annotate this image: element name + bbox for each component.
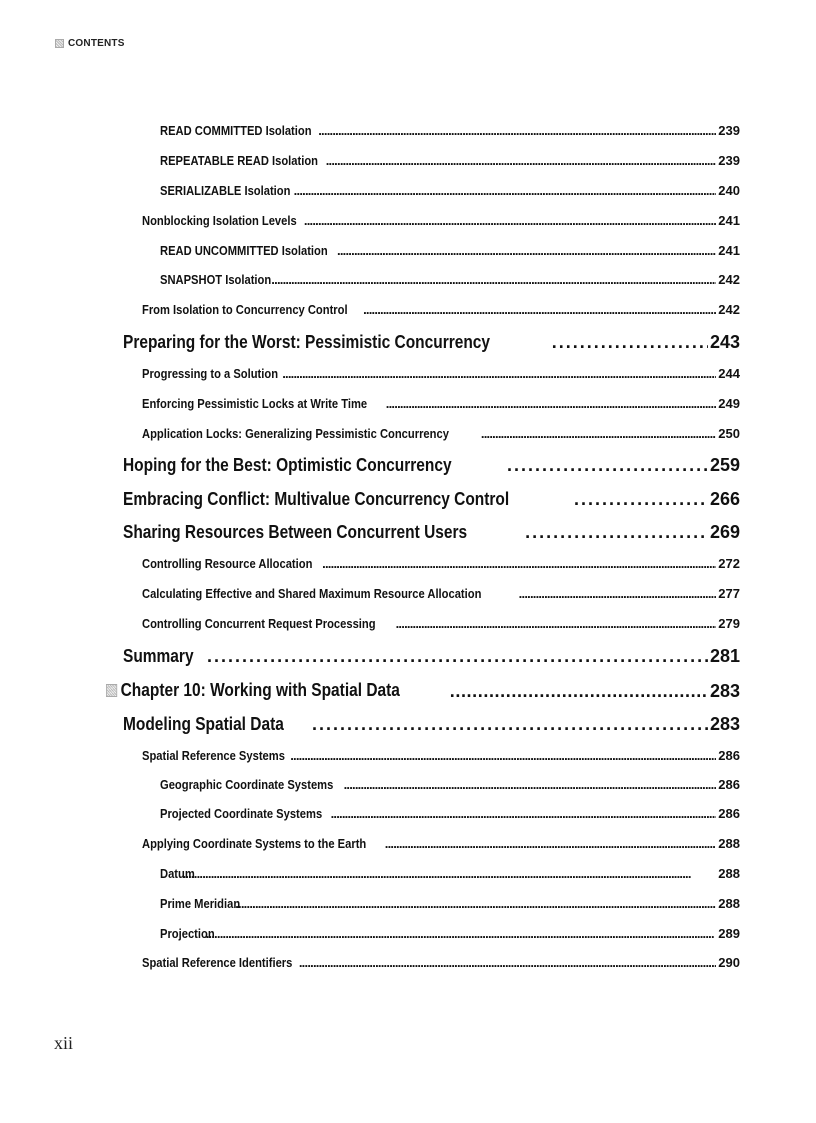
toc-entry-page: 259: [709, 455, 740, 475]
dot-leader: [552, 332, 708, 353]
dot-leader: [344, 777, 717, 792]
toc-entry[interactable]: [160, 777, 740, 792]
toc-entry[interactable]: [142, 213, 740, 228]
dot-leader: [519, 586, 717, 601]
dot-leader: [271, 272, 716, 287]
toc-entry-page: 283: [709, 714, 740, 734]
toc-entry[interactable]: [142, 748, 740, 763]
toc-entry-title: Datum: [160, 866, 195, 881]
toc-entry[interactable]: [123, 332, 740, 353]
toc-entry[interactable]: [123, 455, 740, 476]
toc-entry[interactable]: [160, 153, 740, 168]
toc-entry[interactable]: [123, 646, 740, 667]
dot-leader: [206, 926, 717, 941]
toc-entry-title: Geographic Coordinate Systems: [160, 777, 334, 792]
dot-leader: [318, 123, 716, 138]
toc-entry-page: 288: [718, 896, 740, 911]
toc-entry[interactable]: [160, 123, 740, 138]
toc-entry[interactable]: [160, 926, 740, 941]
page-number: xii: [54, 1033, 74, 1053]
toc-entry-page: 279: [718, 616, 740, 631]
toc-entry-page: 286: [718, 806, 740, 821]
toc-entry-page: 242: [718, 302, 740, 317]
dot-leader: [294, 183, 717, 198]
dot-leader: [385, 836, 717, 851]
toc-entry[interactable]: [142, 556, 740, 571]
toc-entry-page: 286: [718, 748, 740, 763]
toc-entry[interactable]: [142, 836, 740, 851]
toc-entry-page: 277: [718, 586, 740, 601]
toc-entry[interactable]: [142, 955, 740, 970]
running-head-label: CONTENTS: [68, 38, 125, 49]
toc-entry-page: 241: [718, 243, 740, 258]
dot-leader: [282, 366, 716, 381]
toc-entry-title: Nonblocking Isolation Levels: [142, 213, 297, 228]
dot-leader: [331, 806, 717, 821]
toc-entry-page: 266: [709, 489, 740, 509]
toc-entry[interactable]: [123, 714, 740, 735]
square-bullet-icon: [55, 39, 64, 48]
toc-entry[interactable]: [123, 489, 740, 510]
toc-entry-title: Modeling Spatial Data: [123, 714, 284, 734]
toc-entry[interactable]: [123, 522, 740, 543]
toc-entry-title: Projection: [160, 926, 215, 941]
toc-entry-page: 288: [718, 866, 740, 881]
dot-leader: [525, 522, 708, 543]
dot-leader: [290, 748, 716, 763]
running-head: [55, 38, 125, 49]
dot-leader: [337, 243, 716, 258]
toc-entry-page: 244: [718, 366, 740, 381]
dot-leader: [235, 896, 716, 911]
toc-entry-page: 269: [709, 522, 740, 542]
toc-entry-title: REPEATABLE READ Isolation: [160, 153, 318, 168]
toc-entry-title: Enforcing Pessimistic Locks at Write Time: [142, 396, 368, 411]
toc-entry-page: 249: [718, 396, 740, 411]
toc-entry-page: 288: [718, 836, 740, 851]
toc-entry[interactable]: [142, 302, 740, 317]
toc-entry-page: 286: [718, 777, 740, 792]
toc-entry[interactable]: [142, 396, 740, 411]
toc-entry-title: Controlling Concurrent Request Processing: [142, 616, 376, 631]
toc-entry[interactable]: [160, 243, 740, 258]
toc-entry-title: Calculating Effective and Shared Maximum Resource Allocation: [142, 586, 482, 601]
toc-entry[interactable]: [160, 806, 740, 821]
toc-entry-page: 272: [718, 556, 740, 571]
dot-leader: [182, 866, 716, 881]
dot-leader: [574, 489, 708, 510]
toc-entry-page: 242: [718, 272, 740, 287]
toc-entry-title: SERIALIZABLE Isolation: [160, 183, 291, 198]
toc-entry-title: Applying Coordinate Systems to the Earth: [142, 836, 367, 851]
toc-entry-title: READ COMMITTED Isolation: [160, 123, 312, 138]
toc-entry-title: From Isolation to Concurrency Control: [142, 302, 348, 317]
dot-leader: [207, 646, 708, 667]
toc-entry-title: Application Locks: Generalizing Pessimistic Concurrency: [142, 426, 449, 441]
toc-entry-page: 239: [718, 123, 740, 138]
dot-leader: [363, 302, 716, 317]
toc-entry[interactable]: [160, 896, 740, 911]
toc-entry[interactable]: [160, 272, 740, 287]
toc-entry-title: Sharing Resources Between Concurrent Users: [123, 522, 468, 542]
toc-entry[interactable]: [160, 183, 740, 198]
square-bullet-icon: [106, 684, 117, 697]
toc-entry-title: Preparing for the Worst: Pessimistic Concurrency: [123, 332, 491, 352]
dot-leader: [322, 556, 716, 571]
toc-entry-page: 281: [709, 646, 740, 666]
dot-leader: [304, 213, 716, 228]
dot-leader: [299, 955, 716, 970]
toc-entry-title: Spatial Reference Identifiers: [142, 955, 293, 970]
toc-entry-title: Hoping for the Best: Optimistic Concurrency: [123, 455, 452, 475]
toc-entry[interactable]: [142, 366, 740, 381]
toc-entry-page: 243: [709, 332, 740, 352]
toc-entry[interactable]: [142, 426, 740, 441]
toc-entry-page: 239: [718, 153, 740, 168]
toc-entry[interactable]: [142, 586, 740, 601]
dot-leader: [396, 616, 717, 631]
toc-entry-title: [106, 680, 400, 701]
toc-entry-page: 283: [709, 681, 740, 701]
toc-entry[interactable]: [142, 616, 740, 631]
toc-entry-title: Projected Coordinate Systems: [160, 806, 323, 821]
toc-entry-page: 290: [718, 955, 740, 970]
toc-chapter-entry[interactable]: [106, 680, 740, 702]
toc-entry-page: 241: [718, 213, 740, 228]
toc-entry-title: Embracing Conflict: Multivalue Concurrency Control: [123, 489, 510, 509]
toc-entry-title: READ UNCOMMITTED Isolation: [160, 243, 328, 258]
toc-entry-title: Spatial Reference Systems: [142, 748, 285, 763]
toc-entry-title: SNAPSHOT Isolation: [160, 272, 272, 287]
toc-entry-page: 240: [718, 183, 740, 198]
toc-chapter-title: Chapter 10: Working with Spatial Data: [120, 680, 400, 700]
toc-entry-page: 250: [718, 426, 740, 441]
dot-leader: [326, 153, 717, 168]
toc-entry-page: 289: [718, 926, 740, 941]
dot-leader: [312, 714, 708, 735]
toc-entry-title: Controlling Resource Allocation: [142, 556, 313, 571]
dot-leader: [481, 426, 716, 441]
toc-entry-title: Progressing to a Solution: [142, 366, 279, 381]
dot-leader: [507, 455, 708, 476]
dot-leader: [386, 396, 717, 411]
dot-leader: [450, 680, 708, 702]
toc-entry-title: Prime Meridian: [160, 896, 241, 911]
toc-entry[interactable]: [160, 866, 740, 881]
toc-entry-title: Summary: [123, 646, 194, 666]
